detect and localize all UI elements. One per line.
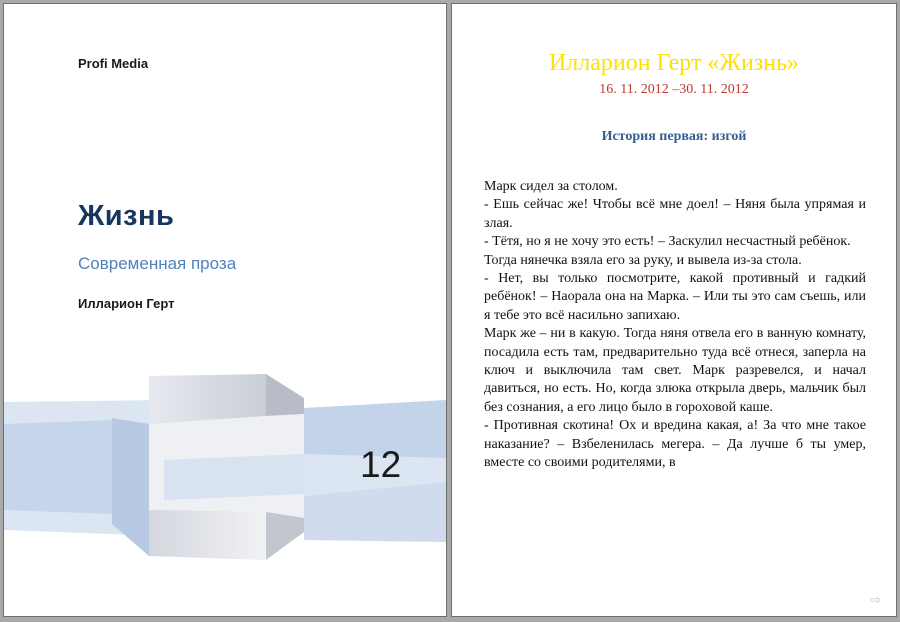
next-page-arrow-icon[interactable]: ⇨ <box>870 592 881 607</box>
paragraph: Марк же – ни в какую. Тогда няня отвела его в ванную комнату, посадила есть там, предварительно туда всё отнеся, заперла на ключ и выключила там свет. Марк разревелся, и начал давиться, но есть. Но, когда злюка открыла дверь, мальчик был без сознания, а его лицо было в гороховой каше. <box>484 326 866 415</box>
edition-number: 12 <box>360 444 402 485</box>
story-text <box>484 178 866 473</box>
book-subtitle: Современная проза <box>78 254 237 273</box>
paragraph: Марк сидел за столом. <box>484 179 618 194</box>
paragraph: - Нет, вы только посмотрите, какой противный и гадкий ребёнок! – Наорала она на Марка. – Или ты это сам съешь, или я тебе это всё насильно запихаю. <box>484 271 866 323</box>
paragraph: - Ешь сейчас же! Чтобы всё мне доел! – Няня была упрямая и злая. <box>484 197 866 231</box>
paragraph: Тогда нянечка взяла его за руку, и вывела из-за стола. <box>484 252 802 268</box>
book-title: Жизнь <box>78 200 175 232</box>
document-title: Илларион Герт «Жизнь» <box>548 50 800 76</box>
paragraph: - Противная скотина! Ох и вредина какая, а! За что мне такое наказание? – Взбеленилась мегера. – Да лучше б ты умер, вместе со своими родителями, в <box>484 418 866 471</box>
chapter-heading: История первая: изгой <box>601 129 747 144</box>
cover-page <box>4 4 446 616</box>
content-page <box>452 4 896 616</box>
book-author: Илларион Герт <box>78 296 175 311</box>
publisher-name: Profi Media <box>78 56 149 71</box>
paragraph: - Тётя, но я не хочу это есть! – Заскулил несчастный ребёнок. <box>484 234 851 250</box>
document-dates: 16. 11. 2012 –30. 11. 2012 <box>599 82 749 97</box>
